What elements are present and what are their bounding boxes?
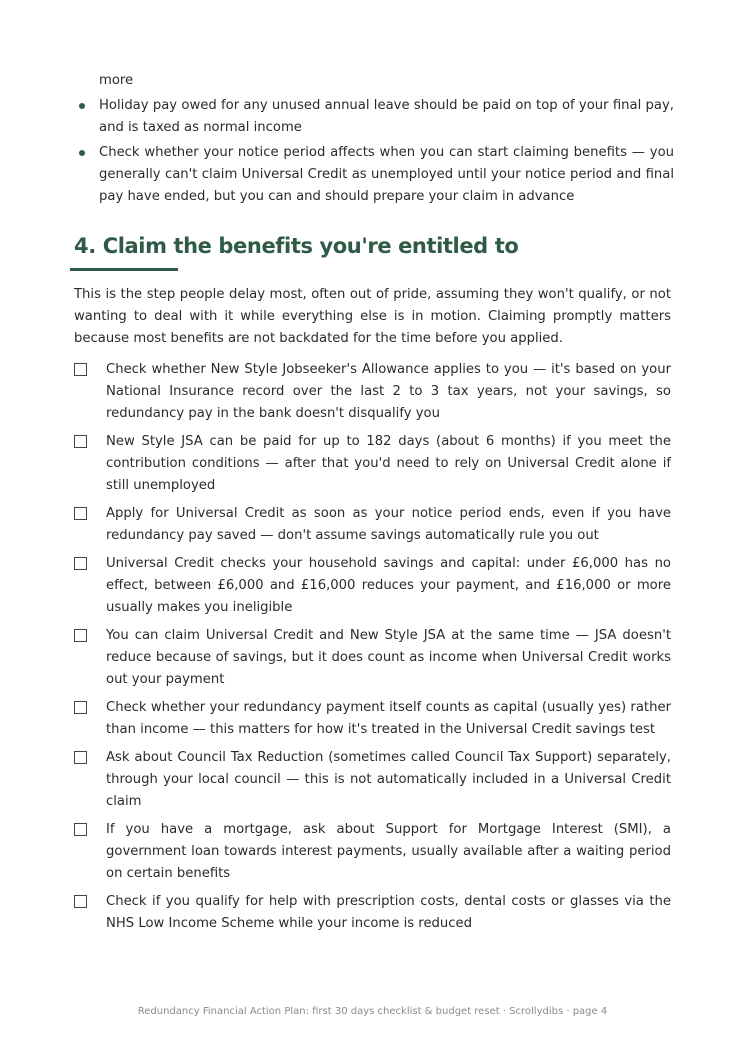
checklist-item-text: Universal Credit checks your household savings and capital: under £6,000 has no effect, between £6,000 and £16,000 reduces your payment, and £16,000 or more usually makes you ineligible [106,556,671,615]
checklist-item-text: If you have a mortgage, ask about Support for Mortgage Interest (SMI), a government loan towards interest payments, usually available after a waiting period on certain benefits [106,822,671,881]
checkbox[interactable] [74,629,87,642]
checklist-item [74,503,671,547]
heading-underline [70,268,178,271]
checkbox[interactable] [74,895,87,908]
checkbox[interactable] [74,701,87,714]
checklist-item-text: Check whether your redundancy payment itself counts as capital (usually yes) rather than income — this matters for how it's treated in the Universal Credit savings test [106,700,671,737]
bullet-continuation [74,70,674,92]
checklist-item-text: New Style JSA can be paid for up to 182 days (about 6 months) if you meet the contribution conditions — after that you'd need to rely on Universal Credit alone if still unemployed [106,434,671,493]
checklist-item-text: You can claim Universal Credit and New Style JSA at the same time — JSA doesn't reduce because of savings, but it does count as income when Universal Credit works out your payment [106,628,671,687]
page-footer: Redundancy Financial Action Plan: first 30 days checklist & budget reset · Scrollydibs · page 4 [137,1006,608,1017]
checklist-item [74,819,671,885]
bullet-text: Holiday pay owed for any unused annual leave should be paid on top of your final pay, and is taxed as normal income [99,98,674,135]
bullet-item [74,142,674,208]
checkbox[interactable] [74,363,87,376]
benefits-checklist [74,359,671,941]
checklist-item [74,697,671,741]
checklist-item [74,359,671,425]
bullet-text: more [99,73,134,88]
checklist-item [74,553,671,619]
checklist-item-text: Apply for Universal Credit as soon as your notice period ends, even if you have redundancy pay saved — don't assume savings automatically rule you out [106,506,671,543]
bullet-text: Check whether your notice period affects when you can start claiming benefits — you generally can't claim Universal Credit as unemployed until your notice period and final pay have ended, but you can and should prepare your claim in advance [99,145,674,204]
checklist-item-text: Ask about Council Tax Reduction (sometimes called Council Tax Support) separately, through your local council — this is not automatically included in a Universal Credit claim [106,750,671,809]
checkbox[interactable] [74,435,87,448]
bullet-dot-icon [79,150,85,156]
section-heading: 4. Claim the benefits you're entitled to [74,234,519,258]
checklist-item [74,431,671,497]
checkbox[interactable] [74,557,87,570]
checkbox[interactable] [74,507,87,520]
checklist-item-text: Check if you qualify for help with prescription costs, dental costs or glasses via the NHS Low Income Scheme while your income is reduced [106,894,671,931]
section-intro: This is the step people delay most, often out of pride, assuming they won't qualify, or not wanting to deal with it while everything else is in motion. Claiming promptly matters because most benefits are not backdated for the time before you applied. [74,287,671,346]
checkbox[interactable] [74,823,87,836]
checklist-item [74,747,671,813]
bullet-list [74,70,674,211]
bullet-dot-icon [79,103,85,109]
checklist-item-text: Check whether New Style Jobseeker's Allowance applies to you — it's based on your National Insurance record over the last 2 to 3 tax years, not your savings, so redundancy pay in the bank doesn't disqualify you [106,362,671,421]
checkbox[interactable] [74,751,87,764]
checklist-item [74,625,671,691]
bullet-item [74,95,674,139]
checklist-item [74,891,671,935]
